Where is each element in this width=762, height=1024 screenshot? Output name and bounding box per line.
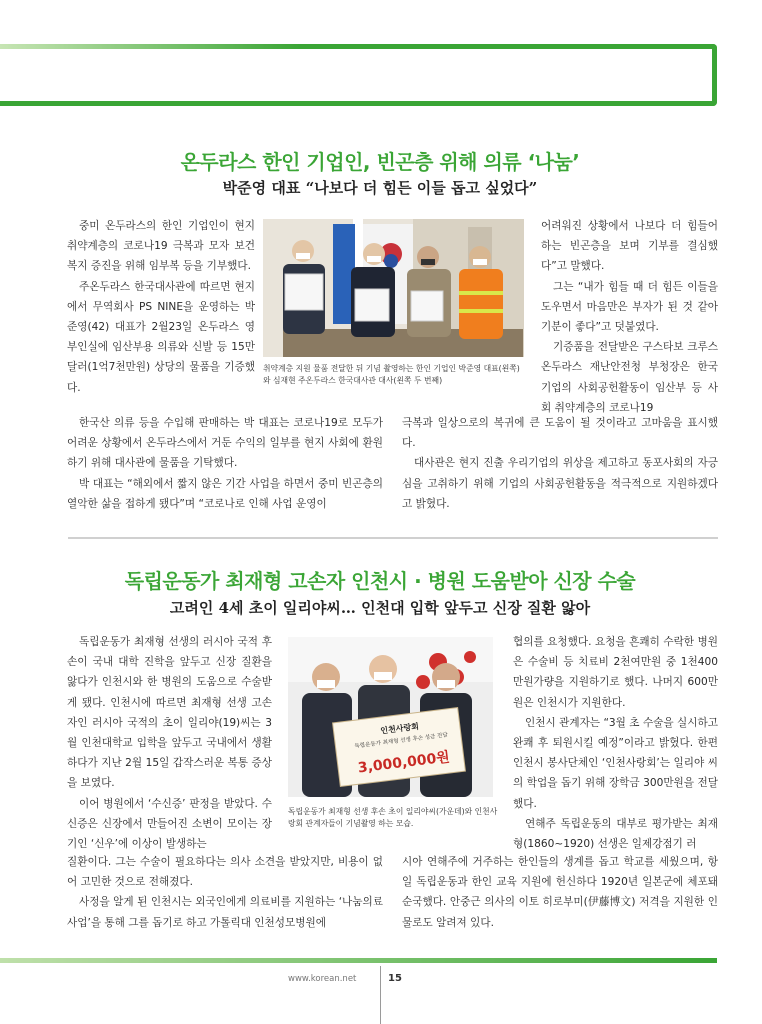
article1-right-column <box>541 216 718 418</box>
paragraph: 독립운동가 최재형 선생의 러시아 국적 후손이 국내 대학 진학을 앞두고 신장 질환을 앓다가 인천시와 한 병원의 도움으로 수술받게 됐다. 인천시에 따르면 최재형 선생 고손자인 러시아 국적의 초이 일리야(19)씨는 3월 인천대학교 입학을 앞두고 국내에서 생활하다가 지난 2월 15일 갑작스러운 복통 증상을 보였다. <box>67 636 272 790</box>
article1-photo <box>263 219 524 357</box>
footer-url: www.korean.net <box>288 974 357 984</box>
article2-title: 독립운동가 최재형 고손자 인천시 · 병원 도움받아 신장 수술 <box>124 569 636 593</box>
paragraph: 한국산 의류 등을 수입해 판매하는 박 대표는 코로나19로 모두가 어려운 상황에서 온두라스에서 거둔 수익의 일부를 현지 사회에 환원하기 위해 대사관에 물품을 기탁했다. <box>67 417 383 470</box>
board-line: 독립운동가 최재형 선생 후손 성금 전달 <box>354 732 449 750</box>
article2-caption: 독립운동가 최재형 선생 후손 초이 일리야씨(가운데)와 인천사랑회 관계자들이 기념촬영 하는 모습. <box>288 807 498 828</box>
paragraph: 인천시 관계자는 “3월 초 수술을 실시하고 완쾌 후 퇴원시킬 예정”이라고 밝혔다. 한편 인천시 봉사단체인 ‘인천사랑회’는 일리야 씨의 학업을 돕기 위해 장학금 300만원을 전달했다. <box>513 716 718 810</box>
article1-caption: 취약계층 지원 물품 전달한 뒤 기념 촬영하는 한인 기업인 박준영 대표(왼쪽)와 심재현 주온두라스 한국대사관 대사(왼쪽 두 번째) <box>263 364 520 385</box>
paragraph: 질환이다. 그는 수술이 필요하다는 의사 소견을 받았지만, 비용이 없어 고민한 것으로 전해졌다. <box>67 856 383 889</box>
article2-subtitle: 고려인 4세 초이 일리야씨… 인천대 입학 앞두고 신장 질환 앓아 <box>169 599 591 617</box>
paragraph: 중미 온두라스의 한인 기업인이 현지 취약계층의 코로나19 극복과 모자 보건 복지 증진을 위해 임부복 등을 기부했다. <box>67 220 255 273</box>
paragraph: 박 대표는 “해외에서 짧지 않은 기간 사업을 하면서 중미 빈곤층의 열악한 삶을 접하게 됐다”며 “코로나로 인해 사업 운영이 <box>67 477 383 510</box>
paragraph: 대사관은 현지 진출 우리기업의 위상을 제고하고 동포사회의 자긍심을 고취하기 위해 기업의 사회공헌활동을 적극적으로 지원하겠다고 밝혔다. <box>402 457 718 510</box>
article1-left-column <box>67 216 255 398</box>
board-org: 인천사랑회 <box>379 721 420 736</box>
article2-right-column <box>513 632 718 854</box>
paragraph: 사정을 알게 된 인천시는 외국인에게 의료비를 지원하는 ‘나눔의료사업’을 통해 그를 돕기로 하고 가톨릭대 인천성모병원에 <box>67 896 383 929</box>
article2-left-column <box>67 632 272 854</box>
article-divider <box>68 537 718 539</box>
article1-title: 온두라스 한인 기업인, 빈곤층 위해 의류 ‘나눔’ <box>180 150 580 174</box>
paragraph: 연해주 독립운동의 대부로 평가받는 최재형(1860~1920) 선생은 일제강점기 러 <box>513 817 718 851</box>
article1-bottom-right <box>402 413 718 514</box>
footer-divider <box>380 966 381 1024</box>
paragraph: 그는 “내가 힘들 때 더 힘든 이들을 도우면서 마음만은 부자가 된 것 같아 기분이 좋다”고 덧붙였다. <box>541 280 718 334</box>
paragraph: 협의를 요청했다. 요청을 흔쾌히 수락한 병원은 수술비 등 치료비 2천여만원 중 1천400만원가량을 지원하기로 했다. 나머지 600만원은 인천시가 지원한다. <box>513 636 718 709</box>
page-number: 15 <box>388 973 402 984</box>
article2-bottom-right <box>402 852 718 933</box>
paragraph: 이어 병원에서 ‘수신증’ 판정을 받았다. 수신증은 신장에서 만들어진 소변이 모이는 장기인 ‘신우’에 이상이 발생하는 <box>67 797 272 851</box>
paragraph: 주온두라스 한국대사관에 따르면 현지에서 무역회사 PS NINE을 운영하는 박준영(42) 대표가 2월23일 온두라스 영부인실에 임산부용 의류와 신발 등 15만달러(1억7천만원) 상당의 물품을 기증했다. <box>67 280 255 394</box>
article1-bottom-left <box>67 413 383 514</box>
paragraph: 어려워진 상황에서 나보다 더 힘들어하는 빈곤층을 보며 기부를 결심했다”고 말했다. <box>541 220 718 273</box>
footer-bar <box>0 958 717 963</box>
article2-bottom-left <box>67 852 383 933</box>
header-frame <box>0 44 717 106</box>
paragraph: 기증품을 전달받은 구스타보 크루스 온두라스 재난안전청 부청장은 한국 기업의 사회공헌활동이 임산부 등 사회 취약계층의 코로나19 <box>541 341 718 414</box>
honduras-donation-photo <box>263 219 524 357</box>
paragraph: 시아 연해주에 거주하는 한인들의 생계를 돕고 학교를 세웠으며, 항일 독립운동과 한인 교육 지원에 헌신하다 1920년 일본군에 체포돼 순국했다. 안중근 의사의 이토 히로부미(伊藤博文) 저격을 지원한 인물로도 알려져 있다. <box>402 856 718 929</box>
paragraph: 극복과 일상으로의 복귀에 큰 도움이 될 것이라고 고마움을 표시했다. <box>402 417 718 450</box>
article1-subtitle: 박준영 대표 “나보다 더 힘든 이들 돕고 싶었다” <box>222 179 538 197</box>
board-amount: 3,000,000원 <box>357 749 451 777</box>
article2-photo <box>288 637 493 797</box>
